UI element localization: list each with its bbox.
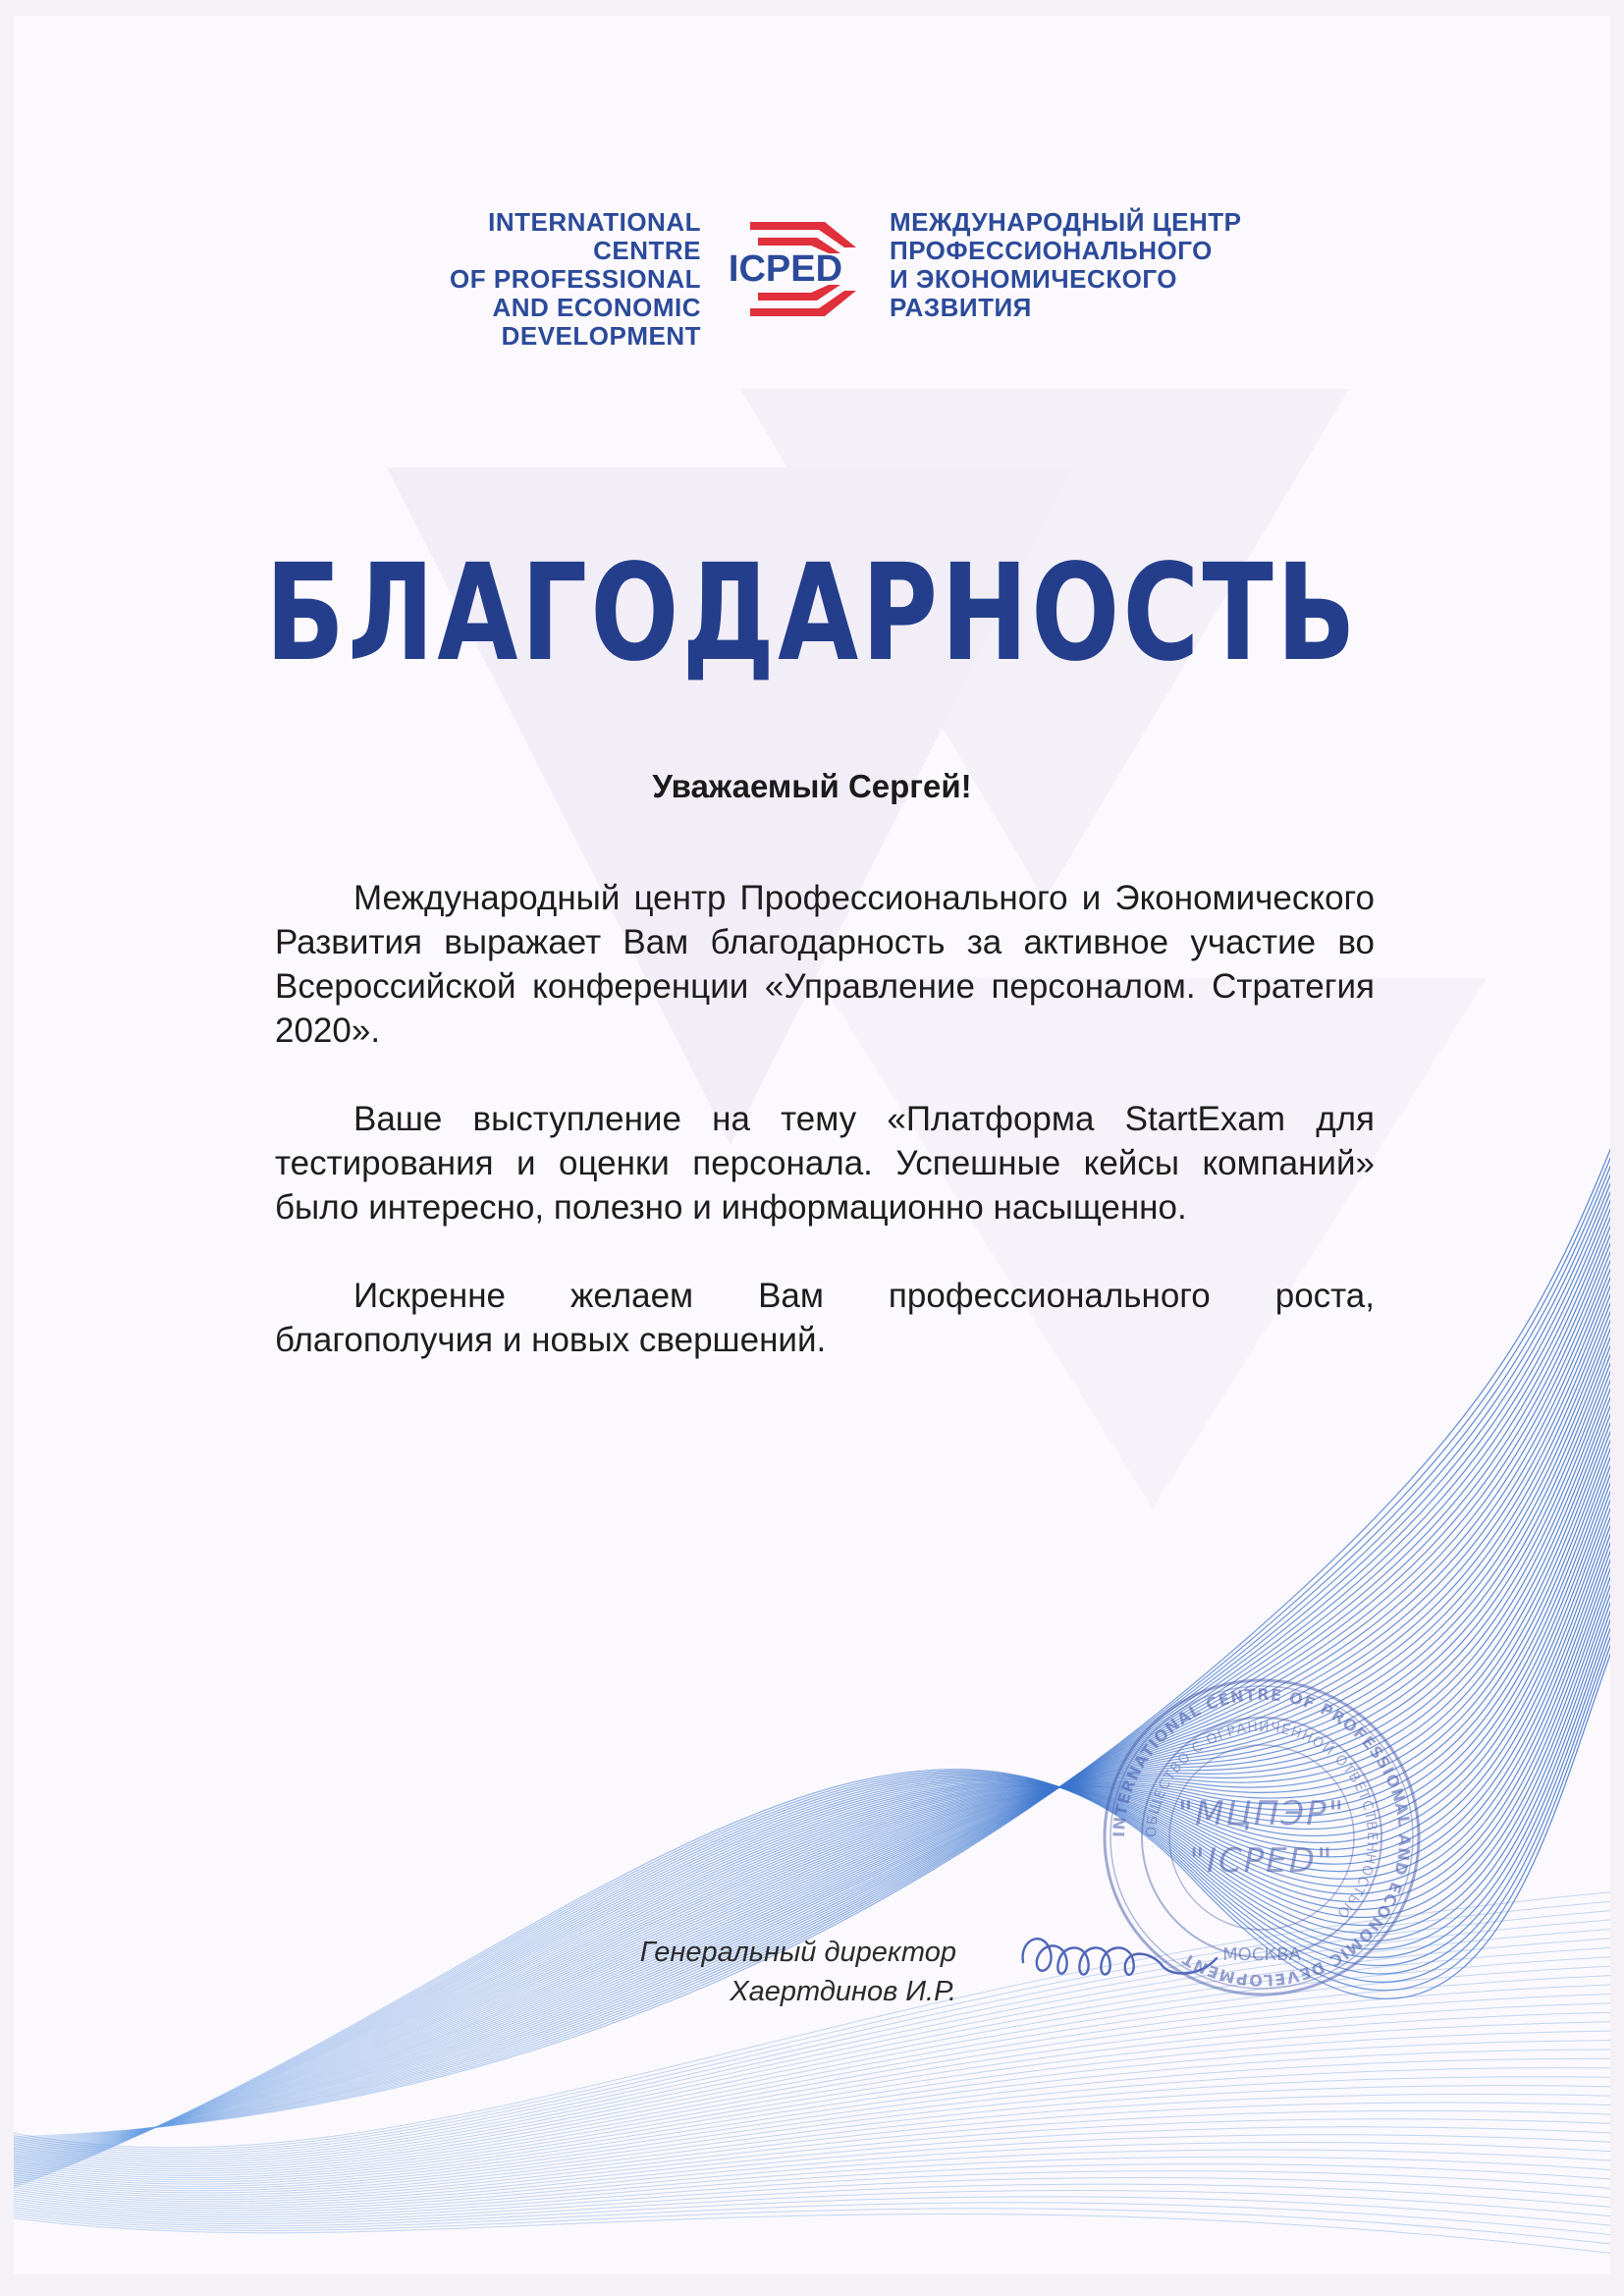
logo-ru-line: РАЗВИТИЯ <box>890 293 1032 322</box>
greeting: Уважаемый Сергей! <box>652 768 972 804</box>
logo-en-line: AND ECONOMIC <box>492 293 701 322</box>
wave-line <box>14 2214 1610 2255</box>
logo-en-line: INTERNATIONAL CENTRE <box>488 207 701 265</box>
stamp-outer-ring-text: INTERNATIONAL CENTRE OF PROFESSIONAL AND ECONOMIC DEVELOPMENT <box>1109 1684 1415 1991</box>
stamp-inner-ring-text: ОБЩЕСТВО С ОГРАНИЧЕННОЙ ОТВЕТСТВЕННОСТЬЮ <box>1143 1719 1380 1922</box>
signer-name: Хаертдинов И.Р. <box>730 1976 956 2007</box>
logo-en-line: DEVELOPMENT <box>501 321 701 351</box>
body-paragraph: Ваше выступление на тему «Платформа StartExam для тестирования и оценки персонала. Успешные кейсы компаний» было интересно, полезно и информационно насыщенно. <box>275 1100 1375 1227</box>
logo-en-line: OF PROFESSIONAL <box>450 264 701 294</box>
logo-russian-name <box>890 208 1282 322</box>
body-paragraph: Международный центр Профессионального и Экономического Развития выражает Вам благодарность за активное участие во Всероссийской конференции «Управление персоналом. Стратегия 2020». <box>275 879 1375 1050</box>
handwritten-signature <box>1015 1919 1231 1997</box>
signer-block <box>564 1933 956 2011</box>
logo-ru-line: ПРОФЕССИОНАЛЬНОГО <box>890 236 1213 265</box>
letter-body <box>275 876 1375 1406</box>
logo-english-name <box>387 208 701 351</box>
body-paragraph: Искренне желаем Вам профессионального роста, благополучия и новых свершений. <box>275 1277 1375 1359</box>
logo-ru-line: И ЭКОНОМИЧЕСКОГО <box>890 264 1177 294</box>
certificate-page <box>14 16 1610 2274</box>
stamp-line-en: "ICPED" <box>1189 1841 1334 1881</box>
wave-line <box>14 2110 1610 2199</box>
document-title: БЛАГОДАРНОСТЬ <box>265 536 1359 691</box>
signer-position: Генеральный директор <box>639 1937 956 1968</box>
wave-line <box>14 1985 1610 2169</box>
logo-mark-text: ICPED <box>728 248 843 290</box>
logo-ru-line: МЕЖДУНАРОДНЫЙ ЦЕНТР <box>890 207 1242 237</box>
stamp-line-ru: "МЦПЭР" <box>1177 1794 1346 1833</box>
icped-logo-icon <box>723 216 878 322</box>
stamp-city: МОСКВА <box>1222 1944 1301 1965</box>
